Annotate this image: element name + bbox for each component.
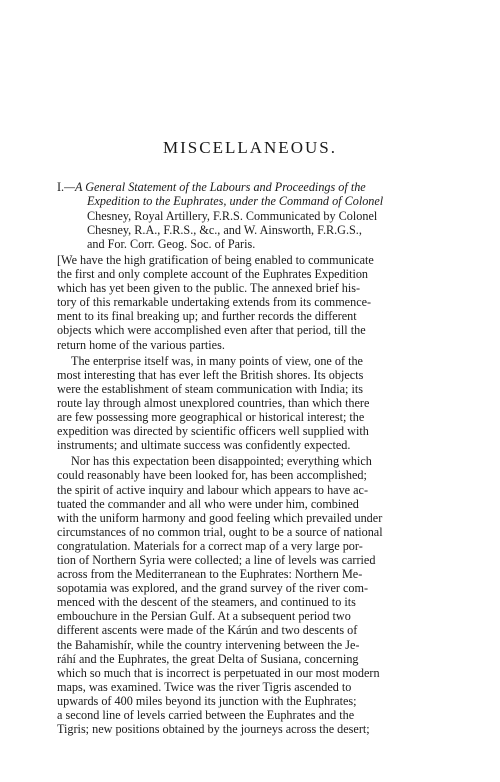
text-line: tory of this remarkable undertaking extends from its commence- — [57, 295, 372, 310]
text-line: the Bahamishír, while the country intervening between the Je- — [57, 637, 360, 652]
text-line: expedition was directed by scientific officers well supplied with — [57, 424, 369, 439]
paragraph — [57, 454, 449, 736]
text-line: which has yet been given to the public. The annexed brief his- — [57, 281, 361, 296]
article-number: I. — [57, 180, 65, 194]
heading-text: —A General Statement of the Labours and Proceedings of the — [64, 180, 366, 194]
text-line: Nor has this expectation been disappointed; everything which — [71, 454, 372, 469]
heading-text: Expedition to the Euphrates, under the Command of Colonel — [87, 194, 384, 209]
text-line: with the uniform harmony and good feeling which prevailed under — [57, 510, 383, 525]
text-line: a second line of levels carried between the Euphrates and the — [57, 708, 355, 722]
article-heading — [57, 180, 449, 251]
heading-line: Chesney, Royal Artillery, F.R.S. Communicated by Colonel — [87, 208, 378, 223]
text-line: tion of Northern Syria were collected; a line of levels was carried — [57, 552, 376, 567]
text-line: upwards of 400 miles beyond its junction with the Euphrates; — [57, 693, 357, 708]
text-line: [We have the high gratification of being enabled to communicate — [57, 253, 374, 267]
text-line: maps, was examined. Twice was the river Tigris ascended to — [57, 679, 352, 694]
text-line: objects which were accomplished even after that period, till the — [57, 323, 366, 338]
text-line: embouchure in the Persian Gulf. At a subsequent period two — [57, 609, 351, 624]
text-line: ment to its final breaking up; and further records the different — [57, 309, 357, 324]
text-line: could reasonably have been looked for, has been accomplished; — [57, 468, 367, 483]
text-line: different ascents were made of the Kárún and two descents of — [57, 623, 358, 638]
heading-line: and For. Corr. Geog. Soc. of Paris. — [87, 237, 256, 252]
heading-line — [57, 194, 449, 208]
text-line: The enterprise itself was, in many points of view, one of the — [71, 353, 363, 368]
text-line: were the establishment of steam communication with India; its — [57, 381, 363, 396]
text-line: across from the Mediterranean to the Euphrates: Northern Me- — [57, 567, 363, 582]
article-body — [57, 253, 449, 736]
text-line: Tigris; new positions obtained by the journeys across the desert; — [57, 722, 370, 737]
text-line: sopotamia was explored, and the grand survey of the river com- — [57, 581, 369, 596]
text-line: tuated the commander and all who were under him, combined — [57, 496, 359, 511]
text-line: route lay through almost unexplored countries, than which there — [57, 395, 370, 410]
text-line: menced with the descent of the steamers, and continued to its — [57, 595, 356, 610]
section-title: MISCELLANEOUS. — [163, 138, 337, 157]
paragraph — [57, 354, 449, 453]
text-line: ráhí and the Euphrates, the great Delta of Susiana, concerning — [57, 651, 359, 666]
text-line: circumstances of no common trial, ought to be a source of national — [57, 524, 383, 539]
text-line: the spirit of active inquiry and labour which appears to have ac- — [57, 482, 369, 497]
text-line: the first and only complete account of the Euphrates Expedition — [57, 267, 369, 282]
text-line: are few possessing more geographical or historical interest; the — [57, 410, 365, 425]
text-line: congratulation. Materials for a correct map of a very large por- — [57, 538, 363, 553]
text-line: return home of the various parties. — [57, 337, 225, 352]
heading-line: Chesney, R.A., F.R.S., &c., and W. Ainsworth, F.R.G.S., — [87, 222, 362, 237]
text-line: instruments; and ultimate success was confidently expected. — [57, 438, 351, 453]
paragraph — [57, 253, 449, 352]
text-line: most interesting that has ever left the British shores. Its objects — [57, 367, 364, 382]
text-line: which so much that is incorrect is perpetuated in our most modern — [57, 665, 380, 680]
heading-line — [57, 180, 449, 194]
